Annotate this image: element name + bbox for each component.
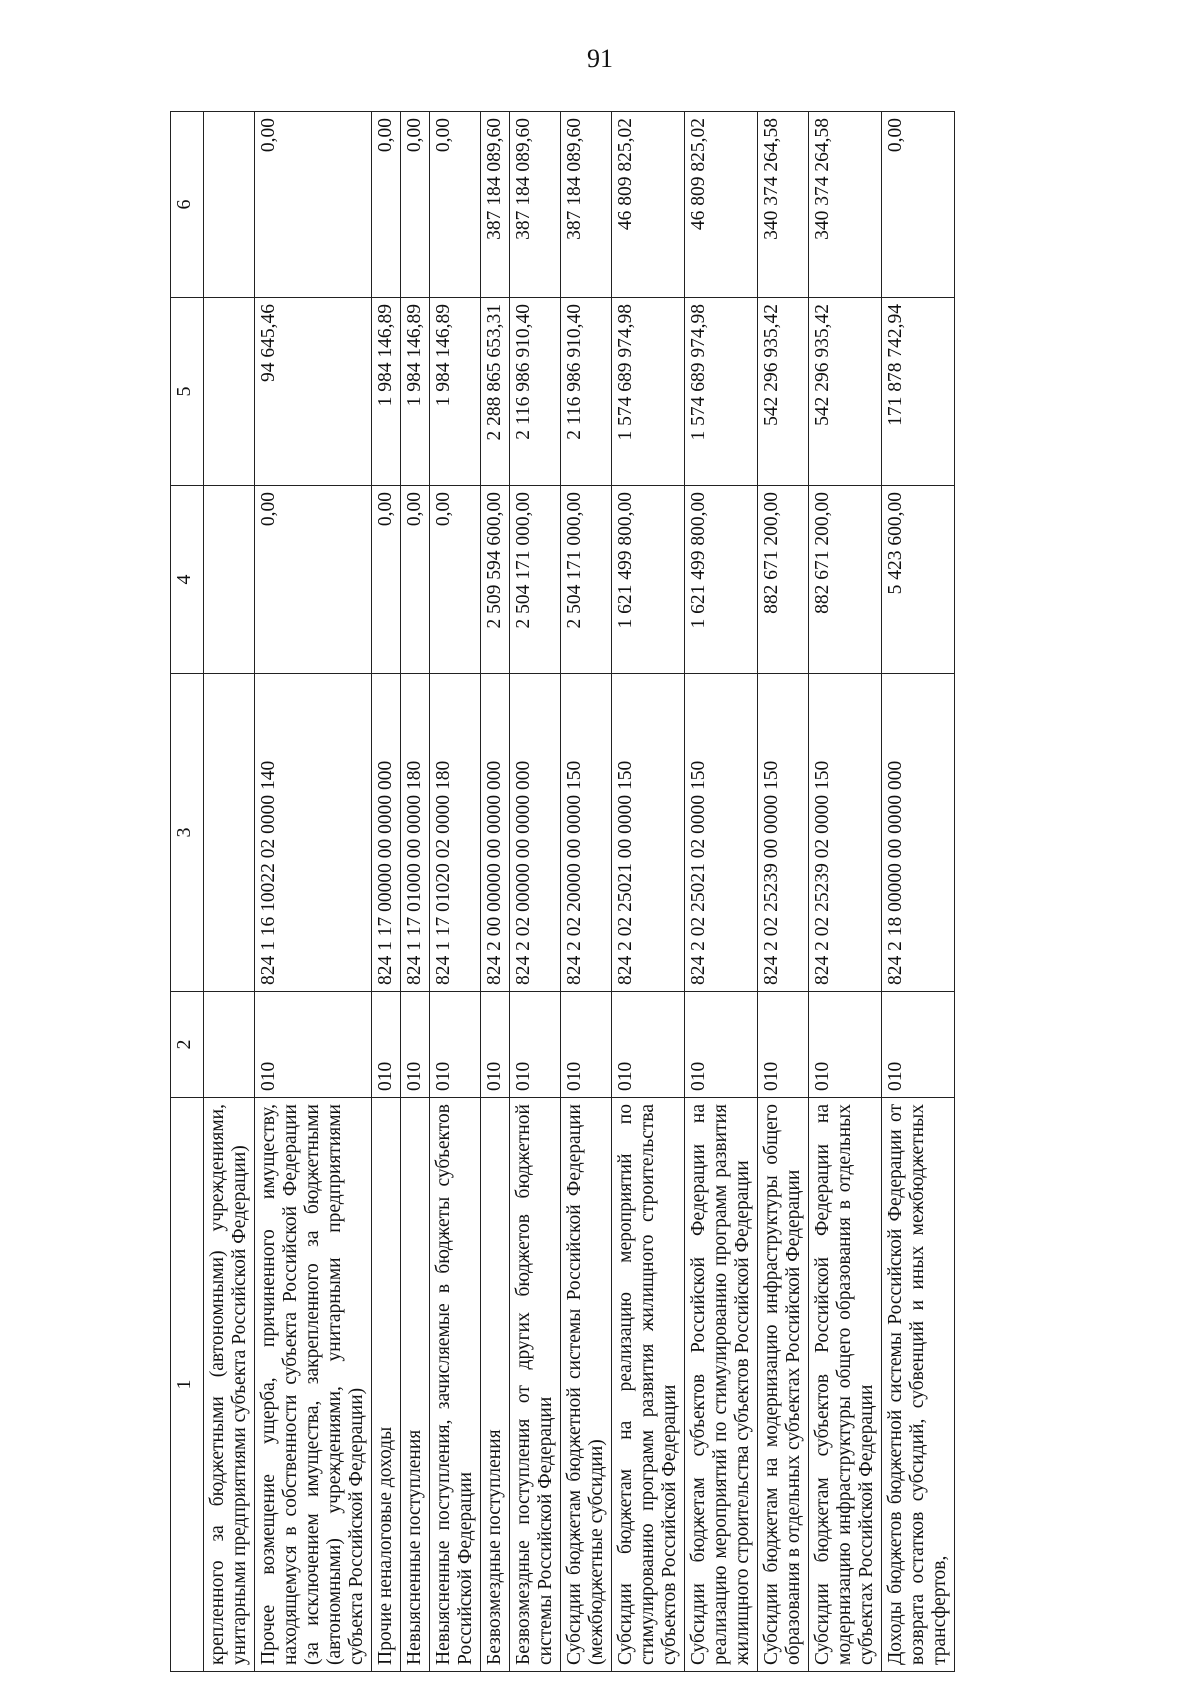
table-row [255,112,372,1672]
cell-approved: 5 423 600,00 [882,486,955,674]
rotated-table-area [170,112,1140,1672]
cell-budget-code: 824 2 02 00000 00 0000 000 [510,674,561,992]
revenue-table [170,111,955,1672]
table-row [882,112,955,1672]
cell-approved: 0,00 [430,486,481,674]
table-row [372,112,401,1672]
cell-unexecuted: 0,00 [372,112,401,298]
cell-unexecuted [204,112,255,298]
cell-budget-code: 824 2 18 00000 00 0000 000 [882,674,955,992]
table-body [204,112,955,1672]
cell-budget-code: 824 1 17 01000 00 0000 180 [401,674,430,992]
header-col-5: 5 [171,298,204,486]
cell-line-code: 010 [882,992,955,1098]
cell-name: Невыясненные поступления [401,1098,430,1672]
cell-unexecuted: 387 184 089,60 [481,112,510,298]
cell-unexecuted: 387 184 089,60 [561,112,612,298]
cell-budget-code: 824 1 17 00000 00 0000 000 [372,674,401,992]
cell-executed: 1 574 689 974,98 [685,298,758,486]
cell-name: Субсидии бюджетам бюджетной системы Российской Федерации (межбюджетные субсидии) [561,1098,612,1672]
cell-budget-code: 824 2 02 20000 00 0000 150 [561,674,612,992]
cell-approved: 882 671 200,00 [758,486,809,674]
cell-name: Прочее возмещение ущерба, причиненного имуществу, находящемуся в собственности субъекта Российской Федерации (за исключением имущества, закрепленного за бюджетными (автономными) учреждениями, унитарными предприятиями субъекта Российской Федерации) [255,1098,372,1672]
cell-approved: 2 504 171 000,00 [561,486,612,674]
cell-line-code: 010 [561,992,612,1098]
cell-budget-code: 824 2 02 25021 00 0000 150 [612,674,685,992]
table-row [481,112,510,1672]
cell-line-code: 010 [481,992,510,1098]
cell-line-code: 010 [685,992,758,1098]
cell-budget-code: 824 1 17 01020 02 0000 180 [430,674,481,992]
cell-name: Безвозмездные поступления [481,1098,510,1672]
cell-executed: 1 574 689 974,98 [612,298,685,486]
cell-approved: 0,00 [401,486,430,674]
header-col-2: 2 [171,992,204,1098]
table-row [401,112,430,1672]
cell-line-code: 010 [510,992,561,1098]
cell-name: Субсидии бюджетам на реализацию мероприятий по стимулированию программ развития жилищного строительства субъектов Российской Федерации [612,1098,685,1672]
table-row [204,112,255,1672]
cell-unexecuted: 0,00 [255,112,372,298]
cell-line-code: 010 [372,992,401,1098]
cell-executed: 171 878 742,94 [882,298,955,486]
cell-executed: 1 984 146,89 [430,298,481,486]
cell-line-code: 010 [255,992,372,1098]
cell-executed: 2 116 986 910,40 [561,298,612,486]
cell-approved: 0,00 [255,486,372,674]
table-row [758,112,809,1672]
cell-name: Субсидии бюджетам на модернизацию инфраструктуры общего образования в отдельных субъектах Российской Федерации [758,1098,809,1672]
header-col-3: 3 [171,674,204,992]
cell-budget-code: 824 2 02 25021 02 0000 150 [685,674,758,992]
cell-unexecuted: 340 374 264,58 [809,112,882,298]
cell-name: Субсидии бюджетам субъектов Российской Федерации на модернизацию инфраструктуры общего образования в отдельных субъектах Российской Федерации [809,1098,882,1672]
cell-line-code: 010 [612,992,685,1098]
header-col-6: 6 [171,112,204,298]
table-row [510,112,561,1672]
cell-approved: 2 509 594 600,00 [481,486,510,674]
cell-name: Доходы бюджетов бюджетной системы Российской Федерации от возврата остатков субсидий, субвенций и иных межбюджетных трансфертов, [882,1098,955,1672]
cell-line-code: 010 [758,992,809,1098]
cell-line-code: 010 [401,992,430,1098]
cell-unexecuted: 340 374 264,58 [758,112,809,298]
cell-budget-code [204,674,255,992]
cell-approved: 1 621 499 800,00 [612,486,685,674]
rotated-table-container [170,112,1140,1672]
cell-executed: 542 296 935,42 [809,298,882,486]
cell-unexecuted: 0,00 [430,112,481,298]
header-row [171,112,204,1672]
cell-name: Прочие неналоговые доходы [372,1098,401,1672]
page-number: 91 [587,44,613,73]
table-row [612,112,685,1672]
cell-approved [204,486,255,674]
cell-name: Субсидии бюджетам субъектов Российской Федерации на реализацию мероприятий по стимулированию программ развития жилищного строительства субъектов Российской Федерации [685,1098,758,1672]
cell-budget-code: 824 2 02 25239 02 0000 150 [809,674,882,992]
cell-name: Безвозмездные поступления от других бюджетов бюджетной системы Российской Федерации [510,1098,561,1672]
cell-executed: 1 984 146,89 [401,298,430,486]
cell-approved: 882 671 200,00 [809,486,882,674]
cell-name: Невыясненные поступления, зачисляемые в бюджеты субъектов Российской Федерации [430,1098,481,1672]
cell-approved: 0,00 [372,486,401,674]
table-row [561,112,612,1672]
cell-unexecuted: 387 184 089,60 [510,112,561,298]
cell-line-code [204,992,255,1098]
cell-budget-code: 824 2 02 25239 00 0000 150 [758,674,809,992]
cell-name: крепленного за бюджетными (автономными) учреждениями, унитарными предприятиями субъекта Российской Федерации) [204,1098,255,1672]
cell-budget-code: 824 2 00 00000 00 0000 000 [481,674,510,992]
cell-unexecuted: 46 809 825,02 [612,112,685,298]
cell-unexecuted: 0,00 [882,112,955,298]
cell-line-code: 010 [809,992,882,1098]
header-col-1: 1 [171,1098,204,1672]
cell-executed [204,298,255,486]
cell-executed: 94 645,46 [255,298,372,486]
table-row [430,112,481,1672]
cell-approved: 2 504 171 000,00 [510,486,561,674]
cell-executed: 2 116 986 910,40 [510,298,561,486]
cell-unexecuted: 0,00 [401,112,430,298]
table-row [809,112,882,1672]
header-col-4: 4 [171,486,204,674]
cell-executed: 542 296 935,42 [758,298,809,486]
cell-approved: 1 621 499 800,00 [685,486,758,674]
cell-unexecuted: 46 809 825,02 [685,112,758,298]
table-row [685,112,758,1672]
cell-executed: 1 984 146,89 [372,298,401,486]
cell-line-code: 010 [430,992,481,1098]
cell-budget-code: 824 1 16 10022 02 0000 140 [255,674,372,992]
cell-executed: 2 288 865 653,31 [481,298,510,486]
